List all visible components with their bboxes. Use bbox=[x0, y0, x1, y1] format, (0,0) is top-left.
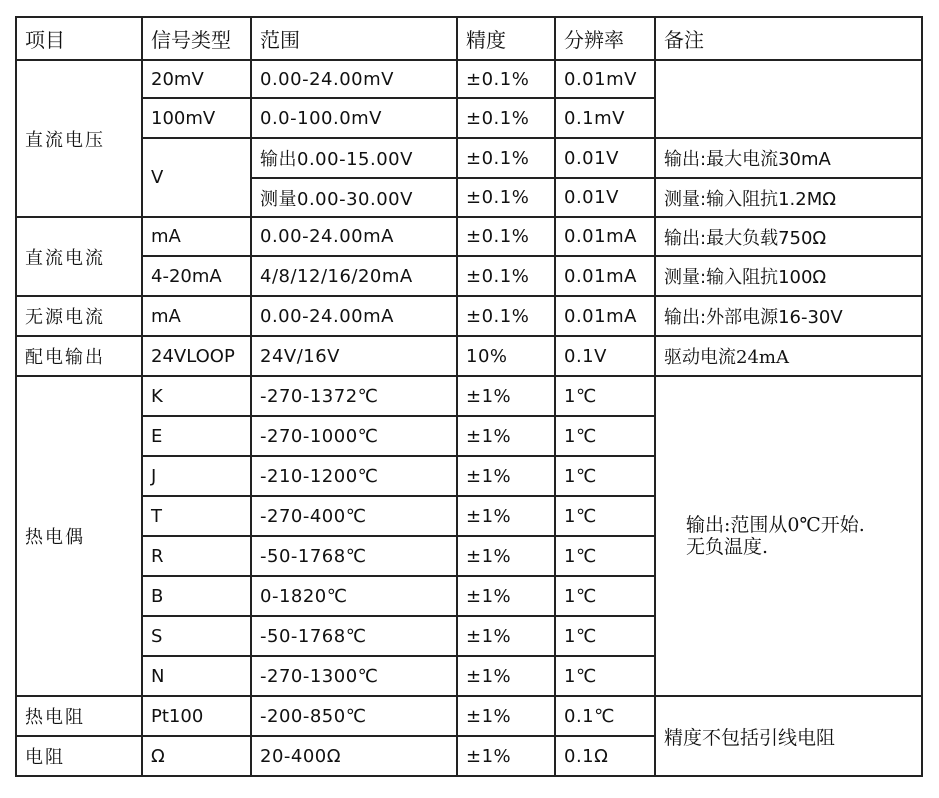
accuracy-cell: ±1% bbox=[457, 416, 555, 456]
table-row bbox=[16, 256, 922, 296]
range-cell: -270-1300℃ bbox=[251, 656, 457, 696]
signal-cell: K bbox=[142, 376, 251, 416]
resolution-cell: 0.01mA bbox=[555, 217, 655, 256]
accuracy-cell: 10% bbox=[457, 336, 555, 376]
range-cell: 输出0.00-15.00V bbox=[251, 138, 457, 178]
accuracy-cell: ±1% bbox=[457, 616, 555, 656]
resolution-cell: 1℃ bbox=[555, 376, 655, 416]
category-passive-current: 无源电流 bbox=[16, 296, 142, 336]
resolution-cell: 0.1℃ bbox=[555, 696, 655, 736]
range-cell: 0.00-24.00mA bbox=[251, 217, 457, 256]
signal-cell: E bbox=[142, 416, 251, 456]
resolution-cell: 0.01V bbox=[555, 178, 655, 217]
range-cell: -50-1768℃ bbox=[251, 536, 457, 576]
range-cell: 4/8/12/16/20mA bbox=[251, 256, 457, 296]
resolution-cell: 1℃ bbox=[555, 456, 655, 496]
signal-cell: N bbox=[142, 656, 251, 696]
table-row bbox=[16, 696, 922, 736]
range-cell: 0.00-24.00mA bbox=[251, 296, 457, 336]
accuracy-cell: ±1% bbox=[457, 536, 555, 576]
category-loop-power: 配电输出 bbox=[16, 336, 142, 376]
resolution-cell: 1℃ bbox=[555, 536, 655, 576]
spec-table bbox=[15, 16, 923, 777]
accuracy-cell: ±0.1% bbox=[457, 98, 555, 138]
accuracy-cell: ±0.1% bbox=[457, 296, 555, 336]
accuracy-cell: ±1% bbox=[457, 496, 555, 536]
category-dc-voltage: 直流电压 bbox=[16, 60, 142, 217]
resolution-cell: 0.01mA bbox=[555, 296, 655, 336]
signal-cell: T bbox=[142, 496, 251, 536]
header-note: 备注 bbox=[655, 17, 922, 60]
signal-cell: Pt100 bbox=[142, 696, 251, 736]
thermocouple-note-line1: 输出:范围从0℃开始. bbox=[686, 514, 865, 536]
table-row bbox=[16, 376, 922, 416]
range-cell: -270-1000℃ bbox=[251, 416, 457, 456]
thermocouple-note-line2: 无负温度. bbox=[686, 536, 769, 558]
accuracy-cell: ±1% bbox=[457, 656, 555, 696]
signal-cell: 4-20mA bbox=[142, 256, 251, 296]
range-cell: 20-400Ω bbox=[251, 736, 457, 776]
resolution-cell: 0.1V bbox=[555, 336, 655, 376]
table-row bbox=[16, 217, 922, 256]
accuracy-cell: ±0.1% bbox=[457, 217, 555, 256]
header-resolution: 分辨率 bbox=[555, 17, 655, 60]
table-row bbox=[16, 296, 922, 336]
thermocouple-note bbox=[655, 376, 922, 696]
signal-cell: V bbox=[142, 138, 251, 217]
range-cell: -270-400℃ bbox=[251, 496, 457, 536]
note-cell: 输出:外部电源16-30V bbox=[655, 296, 922, 336]
resolution-cell: 0.01mV bbox=[555, 60, 655, 98]
note-cell: 输出:最大负载750Ω bbox=[655, 217, 922, 256]
resolution-cell: 1℃ bbox=[555, 576, 655, 616]
note-cell: 测量:输入阻抗100Ω bbox=[655, 256, 922, 296]
header-item: 项目 bbox=[16, 17, 142, 60]
range-cell: -200-850℃ bbox=[251, 696, 457, 736]
note-cell: 测量:输入阻抗1.2MΩ bbox=[655, 178, 922, 217]
accuracy-cell: ±1% bbox=[457, 576, 555, 616]
range-cell: -210-1200℃ bbox=[251, 456, 457, 496]
category-rtd: 热电阻 bbox=[16, 696, 142, 736]
signal-cell: 20mV bbox=[142, 60, 251, 98]
resolution-cell: 0.01mA bbox=[555, 256, 655, 296]
category-resistance: 电阻 bbox=[16, 736, 142, 776]
category-thermocouple: 热电偶 bbox=[16, 376, 142, 696]
signal-cell: mA bbox=[142, 296, 251, 336]
header-range: 范围 bbox=[251, 17, 457, 60]
range-cell: -270-1372℃ bbox=[251, 376, 457, 416]
category-dc-current: 直流电流 bbox=[16, 217, 142, 296]
table-row bbox=[16, 336, 922, 376]
accuracy-cell: ±0.1% bbox=[457, 178, 555, 217]
accuracy-cell: ±1% bbox=[457, 696, 555, 736]
accuracy-cell: ±1% bbox=[457, 376, 555, 416]
range-cell: 0-1820℃ bbox=[251, 576, 457, 616]
resolution-cell: 0.01V bbox=[555, 138, 655, 178]
resolution-cell: 0.1Ω bbox=[555, 736, 655, 776]
resolution-cell: 1℃ bbox=[555, 656, 655, 696]
signal-cell: R bbox=[142, 536, 251, 576]
range-cell: -50-1768℃ bbox=[251, 616, 457, 656]
table-row bbox=[16, 60, 922, 98]
signal-cell: J bbox=[142, 456, 251, 496]
signal-cell: Ω bbox=[142, 736, 251, 776]
header-row bbox=[16, 17, 922, 60]
note-cell-empty bbox=[655, 60, 922, 138]
accuracy-cell: ±0.1% bbox=[457, 256, 555, 296]
signal-cell: 100mV bbox=[142, 98, 251, 138]
note-cell: 驱动电流24mA bbox=[655, 336, 922, 376]
header-signal-type: 信号类型 bbox=[142, 17, 251, 60]
range-cell: 0.00-24.00mV bbox=[251, 60, 457, 98]
accuracy-cell: ±0.1% bbox=[457, 60, 555, 98]
accuracy-cell: ±1% bbox=[457, 456, 555, 496]
accuracy-cell: ±1% bbox=[457, 736, 555, 776]
signal-cell: mA bbox=[142, 217, 251, 256]
resolution-cell: 0.1mV bbox=[555, 98, 655, 138]
signal-cell: 24VLOOP bbox=[142, 336, 251, 376]
header-accuracy: 精度 bbox=[457, 17, 555, 60]
resolution-cell: 1℃ bbox=[555, 616, 655, 656]
signal-cell: S bbox=[142, 616, 251, 656]
range-cell: 0.0-100.0mV bbox=[251, 98, 457, 138]
table-row bbox=[16, 138, 922, 178]
signal-cell: B bbox=[142, 576, 251, 616]
resolution-cell: 1℃ bbox=[555, 416, 655, 456]
range-cell: 测量0.00-30.00V bbox=[251, 178, 457, 217]
accuracy-cell: ±0.1% bbox=[457, 138, 555, 178]
range-cell: 24V/16V bbox=[251, 336, 457, 376]
resistance-note: 精度不包括引线电阻 bbox=[655, 696, 922, 776]
resolution-cell: 1℃ bbox=[555, 496, 655, 536]
note-cell: 输出:最大电流30mA bbox=[655, 138, 922, 178]
